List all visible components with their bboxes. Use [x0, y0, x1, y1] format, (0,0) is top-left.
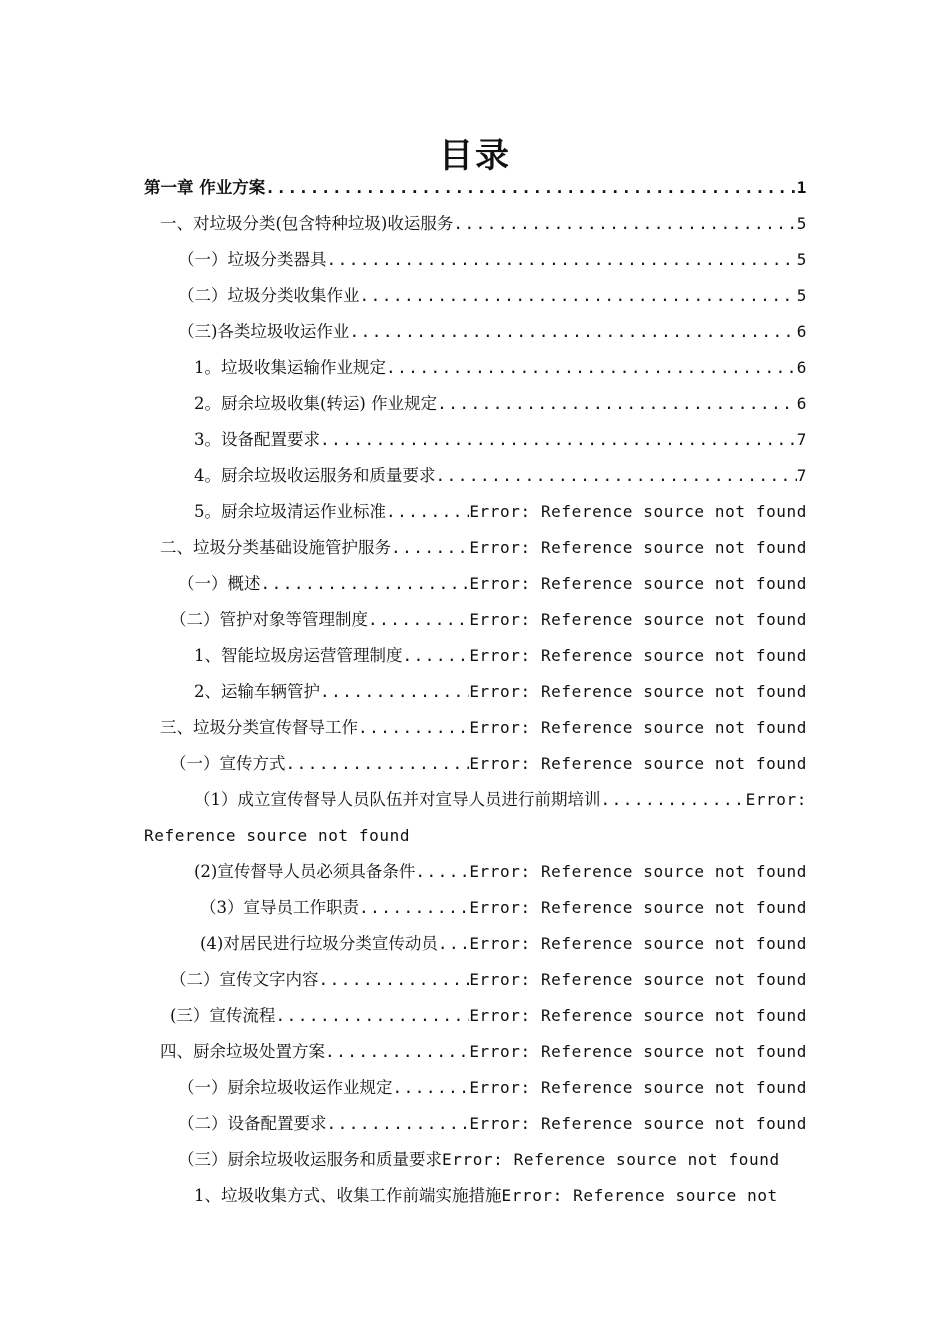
toc-entry-label: 4。厨余垃圾收运服务和质量要求: [194, 466, 436, 485]
toc-entry-label: 三、垃圾分类宣传督导工作: [160, 718, 358, 737]
toc-entry-label: （1）成立宣传督导人员队伍并对宣导人员进行前期培训: [194, 790, 601, 809]
toc-page-number: Error: Reference source not found: [469, 1114, 807, 1133]
toc-entry[interactable]: [194, 674, 807, 710]
toc-entry[interactable]: [160, 710, 807, 746]
toc-entry-label: （一）概述: [178, 574, 261, 593]
toc-page-number: Error: Reference source not found: [469, 1006, 807, 1025]
toc-page-number: Error: Reference source not found: [469, 898, 807, 917]
toc-entry-label: (三）宣传流程: [170, 1006, 276, 1025]
toc-page-number: 7: [796, 466, 807, 485]
toc-entry[interactable]: [170, 602, 807, 638]
toc-entry[interactable]: [170, 998, 807, 1034]
toc-leader: [386, 494, 469, 530]
toc-leader: [453, 206, 796, 242]
toc-leader: [327, 242, 797, 278]
toc-entry[interactable]: [160, 530, 807, 566]
toc-entry[interactable]: [200, 926, 807, 962]
toc-entry-label: 5。厨余垃圾清运作业标准: [194, 502, 386, 521]
toc-entry-label: （二）设备配置要求: [178, 1114, 327, 1133]
toc-entry-label: 1。垃圾收集运输作业规定: [194, 358, 386, 377]
toc-entry[interactable]: [194, 350, 807, 386]
toc-entry[interactable]: [160, 206, 807, 242]
toc-leader: [437, 386, 797, 422]
toc-entry[interactable]: [178, 278, 807, 314]
toc-entry[interactable]: [194, 1178, 807, 1214]
toc-leader: [319, 962, 470, 998]
toc-leader: [320, 674, 469, 710]
toc-entry-label: 2、运输车辆管护: [194, 682, 320, 701]
toc-entry[interactable]: [178, 1070, 807, 1106]
toc-entry[interactable]: [194, 782, 807, 818]
toc-entry[interactable]: [178, 1142, 807, 1178]
toc-leader: [391, 530, 469, 566]
toc-page-number: Error: Reference source not found: [469, 754, 807, 773]
toc-entry-label: （一）垃圾分类器具: [178, 250, 327, 269]
toc-page-number: 6: [796, 394, 807, 413]
toc-entry-label: 1、智能垃圾房运营管理制度: [194, 646, 403, 665]
toc-entry-label: (4)对居民进行垃圾分类宣传动员: [200, 934, 438, 953]
toc-page-number: 6: [796, 322, 807, 341]
toc-leader: [325, 1034, 469, 1070]
toc-leader: [403, 638, 470, 674]
toc-page-number: Error: Reference source not found: [469, 718, 807, 737]
toc-entry-label: （三)各类垃圾收运作业: [178, 322, 350, 341]
toc-entry-label: （二）宣传文字内容: [170, 970, 319, 989]
toc-entry-label: 一、对垃圾分类(包含特种垃圾)收运服务: [160, 214, 454, 233]
toc-leader: [601, 782, 746, 818]
toc-leader: [360, 278, 797, 314]
toc-entry[interactable]: [144, 170, 807, 206]
toc-page-number: Error: Reference source not found: [469, 862, 807, 881]
toc-page-number: 5: [796, 250, 807, 269]
toc-leader: [265, 170, 797, 206]
toc-entry[interactable]: [194, 494, 807, 530]
toc-entry[interactable]: [178, 1106, 807, 1142]
toc-leader: [386, 350, 797, 386]
toc-leader: [320, 422, 797, 458]
toc-entry-label: （二）垃圾分类收集作业: [178, 286, 360, 305]
toc-leader: [358, 710, 469, 746]
toc-page-number: Error: Reference source not found: [469, 682, 807, 701]
toc-page-number: Error: Reference source not found: [469, 610, 807, 629]
toc-entry-label: 第一章 作业方案: [144, 178, 266, 197]
toc-entry-label: (2)宣传督导人员必须具备条件: [194, 862, 416, 881]
toc-leader: [393, 1070, 470, 1106]
toc-entry[interactable]: [200, 890, 807, 926]
toc-entry-label: （3）宣导员工作职责: [200, 898, 359, 917]
toc-page-number: Error: Reference source not found: [442, 1150, 780, 1169]
toc-leader: [327, 1106, 470, 1142]
toc-page-number: Error: Reference source not found: [469, 502, 807, 521]
toc-entry[interactable]: [194, 458, 807, 494]
toc-entry[interactable]: [170, 962, 807, 998]
toc-page-number: Error: Reference source not: [501, 1186, 778, 1205]
toc-leader: [436, 458, 797, 494]
toc-leader: [349, 314, 796, 350]
toc-entry[interactable]: [160, 1034, 807, 1070]
toc-page-number: 5: [796, 214, 807, 233]
toc-entry[interactable]: [194, 422, 807, 458]
toc-leader: [438, 926, 469, 962]
toc-entry-label: 3。设备配置要求: [194, 430, 320, 449]
toc-page-number: Error: Reference source not found: [469, 970, 807, 989]
toc-page-number: 5: [796, 286, 807, 305]
toc-leader: [368, 602, 469, 638]
toc-entry-label: （一）宣传方式: [170, 754, 286, 773]
toc-entry-continuation: Reference source not found: [144, 826, 411, 845]
toc-title: 目录: [439, 136, 511, 176]
toc-page-number: Error:: [745, 790, 807, 809]
toc-entry-label: （一）厨余垃圾收运作业规定: [178, 1078, 393, 1097]
toc-page-number: Error: Reference source not found: [469, 1078, 807, 1097]
toc-entry-label: （三）厨余垃圾收运服务和质量要求: [178, 1150, 442, 1169]
toc-page-number: Error: Reference source not found: [469, 646, 807, 665]
toc-entry-label: 2。厨余垃圾收集(转运) 作业规定: [194, 394, 438, 413]
toc-entry[interactable]: [194, 386, 807, 422]
toc-entry[interactable]: [194, 638, 807, 674]
toc-page-number: Error: Reference source not found: [469, 934, 807, 953]
toc-entry[interactable]: [194, 854, 807, 890]
toc-entry[interactable]: [178, 314, 807, 350]
toc-entry-label: 四、厨余垃圾处置方案: [160, 1042, 325, 1061]
toc-entry[interactable]: [178, 566, 807, 602]
toc-entry-label: （二）管护对象等管理制度: [170, 610, 368, 629]
toc-entry[interactable]: [170, 746, 807, 782]
toc-page-number: Error: Reference source not found: [469, 538, 807, 557]
toc-leader: [359, 890, 469, 926]
toc-leader: [415, 854, 469, 890]
toc-page-number: Error: Reference source not found: [469, 1042, 807, 1061]
toc-page-number: 6: [796, 358, 807, 377]
toc-leader: [275, 998, 469, 1034]
toc-entry[interactable]: [178, 242, 807, 278]
toc-leader: [261, 566, 470, 602]
toc-page-number: Error: Reference source not found: [469, 574, 807, 593]
toc-entry-label: 二、垃圾分类基础设施管护服务: [160, 538, 391, 557]
toc-page-number: 1: [796, 178, 807, 197]
toc-entry-label: 1、垃圾收集方式、收集工作前端实施措施: [194, 1186, 502, 1205]
toc-page-number: 7: [796, 430, 807, 449]
toc-leader: [286, 746, 470, 782]
